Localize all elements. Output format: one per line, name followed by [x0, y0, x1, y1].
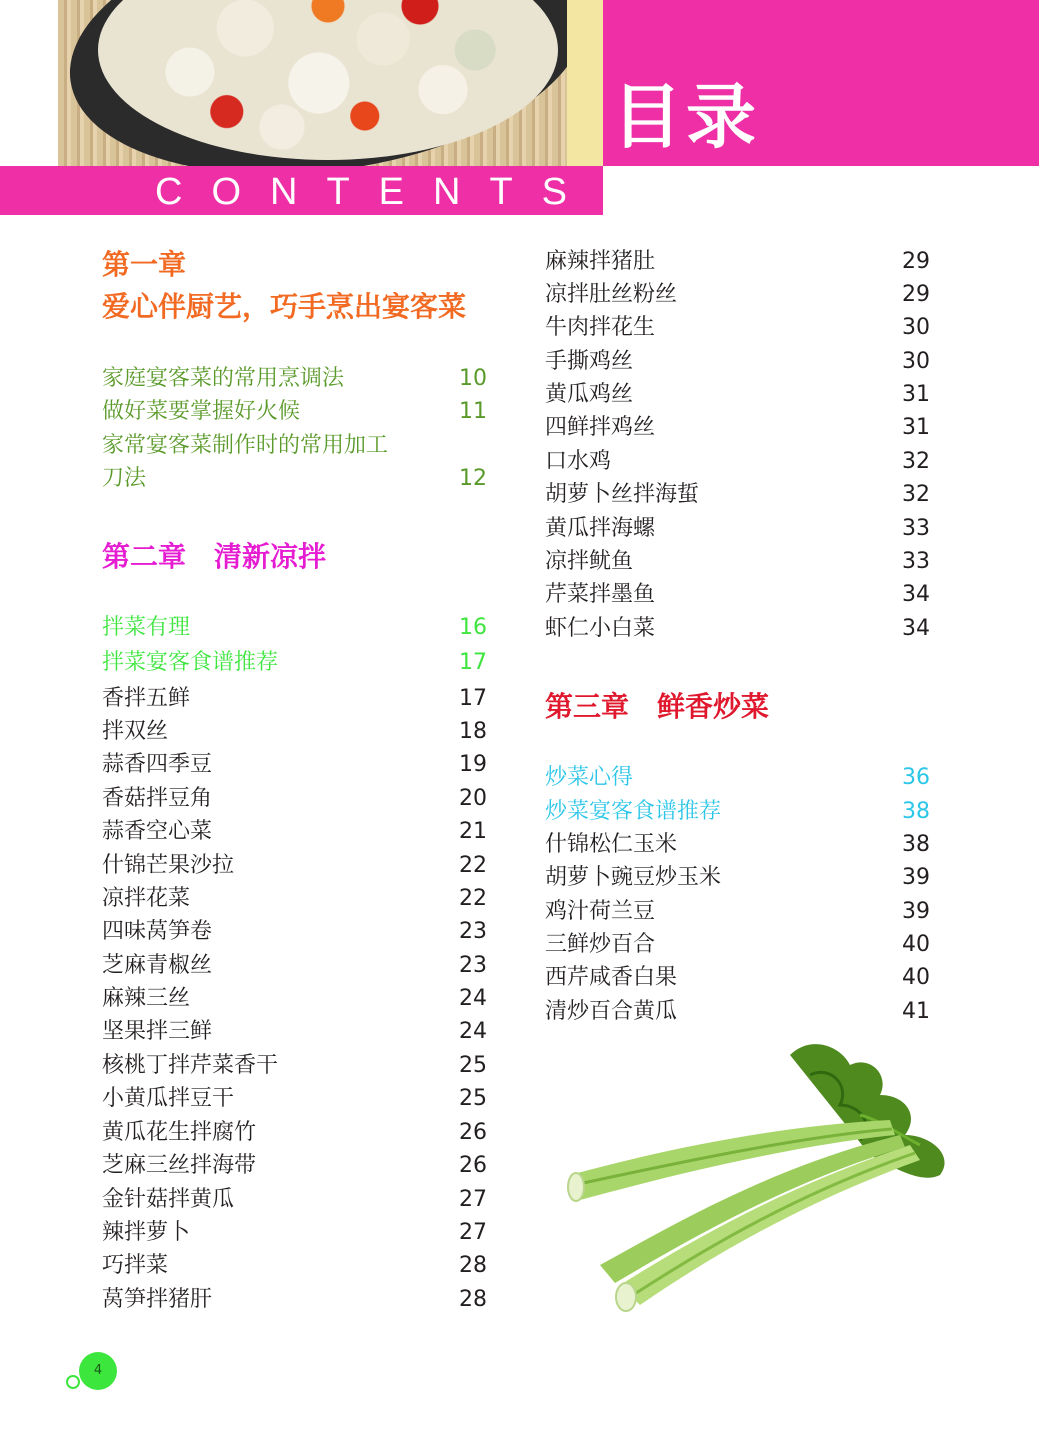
recipe-page: 23 — [459, 919, 487, 944]
recipe-page: 34 — [902, 582, 930, 607]
recipe-page: 21 — [459, 819, 487, 844]
recipe-page: 40 — [902, 932, 930, 957]
toc-recipe[interactable] — [102, 748, 487, 781]
toc-recipe[interactable] — [102, 1116, 487, 1149]
chapter1-number: 第一章 — [102, 248, 187, 281]
toc-recipe[interactable] — [102, 982, 487, 1015]
recipe-name: 凉拌鱿鱼 — [545, 549, 634, 574]
toc-section[interactable] — [545, 761, 930, 794]
toc-recipe[interactable] — [545, 411, 930, 444]
recipe-name: 芝麻三丝拌海带 — [102, 1153, 257, 1178]
entry-page: 38 — [902, 799, 930, 824]
page-number-ring — [66, 1375, 80, 1389]
recipe-page: 28 — [459, 1287, 487, 1312]
entry-name: 炒菜宴客食谱推荐 — [545, 799, 722, 824]
recipe-name: 蒜香四季豆 — [102, 752, 213, 777]
toc-recipe[interactable] — [545, 345, 930, 378]
toc-recipe[interactable] — [545, 928, 930, 961]
toc-recipe[interactable] — [102, 815, 487, 848]
recipe-page: 26 — [459, 1153, 487, 1178]
chapter2-heading: 第二章 清新凉拌 — [102, 540, 327, 573]
recipe-page: 20 — [459, 786, 487, 811]
napkin — [567, 0, 603, 166]
recipe-page: 40 — [902, 965, 930, 990]
entry-page: 17 — [459, 650, 487, 675]
toc-recipe[interactable] — [545, 961, 930, 994]
toc-entry[interactable] — [102, 395, 487, 428]
toc-recipe[interactable] — [102, 882, 487, 915]
contents-banner: CONTENTS — [0, 166, 603, 215]
recipe-name: 蒜香空心菜 — [102, 819, 213, 844]
toc-recipe[interactable] — [545, 612, 930, 645]
recipe-name: 麻辣拌猪肚 — [545, 249, 656, 274]
recipe-name: 手撕鸡丝 — [545, 349, 634, 374]
recipe-name: 胡萝卜丝拌海蜇 — [545, 482, 700, 507]
recipe-name: 莴笋拌猪肝 — [102, 1287, 213, 1312]
toc-recipe[interactable] — [102, 682, 487, 715]
toc-recipe[interactable] — [545, 512, 930, 545]
page-title: 目录 — [612, 75, 760, 158]
recipe-name: 凉拌肚丝粉丝 — [545, 282, 678, 307]
recipe-page: 25 — [459, 1053, 487, 1078]
toc-recipe[interactable] — [545, 245, 930, 278]
recipe-name: 什锦松仁玉米 — [545, 832, 678, 857]
entry-name: 拌菜宴客食谱推荐 — [102, 650, 279, 675]
toc-recipe[interactable] — [102, 1149, 487, 1182]
recipe-name: 黄瓜拌海螺 — [545, 516, 656, 541]
toc-recipe[interactable] — [545, 545, 930, 578]
recipe-page: 38 — [902, 832, 930, 857]
recipe-page: 24 — [459, 986, 487, 1011]
chapter1-title: 爱心伴厨艺，巧手烹出宴客菜 — [102, 290, 467, 323]
recipe-name: 核桃丁拌芹菜香干 — [102, 1053, 279, 1078]
recipe-name: 口水鸡 — [545, 449, 612, 474]
recipe-page: 34 — [902, 616, 930, 641]
recipe-page: 27 — [459, 1187, 487, 1212]
recipe-page: 29 — [902, 249, 930, 274]
entry-name: 刀法 — [102, 466, 147, 491]
toc-recipe[interactable] — [102, 1049, 487, 1082]
recipe-page: 17 — [459, 686, 487, 711]
toc-recipe[interactable] — [545, 861, 930, 894]
toc-recipe[interactable] — [102, 1015, 487, 1048]
recipe-name: 香菇拌豆角 — [102, 786, 213, 811]
toc-recipe[interactable] — [102, 1183, 487, 1216]
recipe-page: 30 — [902, 315, 930, 340]
recipe-name: 巧拌菜 — [102, 1253, 169, 1278]
recipe-name: 芹菜拌墨鱼 — [545, 582, 656, 607]
recipe-page: 28 — [459, 1253, 487, 1278]
recipe-page: 31 — [902, 415, 930, 440]
recipe-page: 22 — [459, 853, 487, 878]
toc-recipe[interactable] — [545, 578, 930, 611]
recipe-page: 24 — [459, 1019, 487, 1044]
entry-name: 家常宴客菜制作时的常用加工 — [102, 433, 389, 458]
recipe-name: 鸡汁荷兰豆 — [545, 899, 656, 924]
entry-name: 炒菜心得 — [545, 765, 634, 790]
toc-recipe[interactable] — [102, 1249, 487, 1282]
recipe-name: 清炒百合黄瓜 — [545, 999, 678, 1024]
recipe-page: 26 — [459, 1120, 487, 1145]
toc-section[interactable] — [545, 795, 930, 828]
toc-recipe[interactable] — [545, 828, 930, 861]
recipe-page: 33 — [902, 549, 930, 574]
recipe-name: 芝麻青椒丝 — [102, 953, 213, 978]
recipe-name: 金针菇拌黄瓜 — [102, 1187, 235, 1212]
recipe-name: 香拌五鲜 — [102, 686, 191, 711]
recipe-name: 坚果拌三鲜 — [102, 1019, 213, 1044]
entry-name: 做好菜要掌握好火候 — [102, 399, 301, 424]
toc-recipe[interactable] — [102, 715, 487, 748]
toc-entry[interactable] — [102, 462, 487, 495]
recipe-page: 31 — [902, 382, 930, 407]
recipe-page: 32 — [902, 482, 930, 507]
recipe-name: 虾仁小白菜 — [545, 616, 656, 641]
entry-page: 11 — [459, 399, 487, 424]
toc-recipe[interactable] — [545, 895, 930, 928]
recipe-page: 19 — [459, 752, 487, 777]
toc-entry[interactable] — [102, 362, 487, 395]
toc-recipe[interactable] — [545, 478, 930, 511]
entry-page: 36 — [902, 765, 930, 790]
toc-recipe[interactable] — [545, 278, 930, 311]
toc-section[interactable] — [102, 646, 487, 679]
celery-image — [560, 1035, 970, 1315]
celery-stalks — [568, 1120, 920, 1311]
recipe-page: 41 — [902, 999, 930, 1024]
recipe-page: 39 — [902, 865, 930, 890]
recipe-page: 27 — [459, 1220, 487, 1245]
recipe-name: 胡萝卜豌豆炒玉米 — [545, 865, 722, 890]
recipe-page: 18 — [459, 719, 487, 744]
recipe-name: 四味莴笋卷 — [102, 919, 213, 944]
recipe-page: 33 — [902, 516, 930, 541]
entry-name: 家庭宴客菜的常用烹调法 — [102, 366, 345, 391]
entry-name: 拌菜有理 — [102, 615, 191, 640]
cauliflower-dish-photo — [58, 0, 603, 166]
recipe-page: 25 — [459, 1086, 487, 1111]
recipe-name: 拌双丝 — [102, 719, 169, 744]
toc-recipe[interactable] — [545, 311, 930, 344]
recipe-name: 黄瓜鸡丝 — [545, 382, 634, 407]
recipe-page: 29 — [902, 282, 930, 307]
recipe-name: 三鲜炒百合 — [545, 932, 656, 957]
page-number: 4 — [79, 1352, 117, 1390]
entry-page: 16 — [459, 615, 487, 640]
recipe-page: 22 — [459, 886, 487, 911]
toc-recipe[interactable] — [545, 378, 930, 411]
recipe-name: 四鲜拌鸡丝 — [545, 415, 656, 440]
toc-recipe[interactable] — [102, 1082, 487, 1115]
chapter3-heading: 第三章 鲜香炒菜 — [545, 690, 770, 723]
recipe-page: 30 — [902, 349, 930, 374]
toc-entry[interactable] — [102, 429, 487, 462]
recipe-name: 小黄瓜拌豆干 — [102, 1086, 235, 1111]
toc-recipe[interactable] — [102, 849, 487, 882]
recipe-page: 23 — [459, 953, 487, 978]
toc-recipe[interactable] — [545, 445, 930, 478]
recipe-name: 牛肉拌花生 — [545, 315, 656, 340]
recipe-name: 什锦芒果沙拉 — [102, 853, 235, 878]
toc-recipe[interactable] — [102, 1283, 487, 1316]
recipe-name: 凉拌花菜 — [102, 886, 191, 911]
entry-page: 12 — [459, 466, 487, 491]
toc-section[interactable] — [102, 611, 487, 644]
recipe-page: 39 — [902, 899, 930, 924]
recipe-name: 麻辣三丝 — [102, 986, 191, 1011]
recipe-name: 辣拌萝卜 — [102, 1220, 191, 1245]
recipe-page: 32 — [902, 449, 930, 474]
toc-recipe[interactable] — [102, 949, 487, 982]
entry-page: 10 — [459, 366, 487, 391]
toc-recipe[interactable] — [102, 1216, 487, 1249]
toc-recipe[interactable] — [545, 995, 930, 1028]
toc-recipe[interactable] — [102, 915, 487, 948]
recipe-name: 西芹咸香白果 — [545, 965, 678, 990]
recipe-name: 黄瓜花生拌腐竹 — [102, 1120, 257, 1145]
toc-recipe[interactable] — [102, 782, 487, 815]
